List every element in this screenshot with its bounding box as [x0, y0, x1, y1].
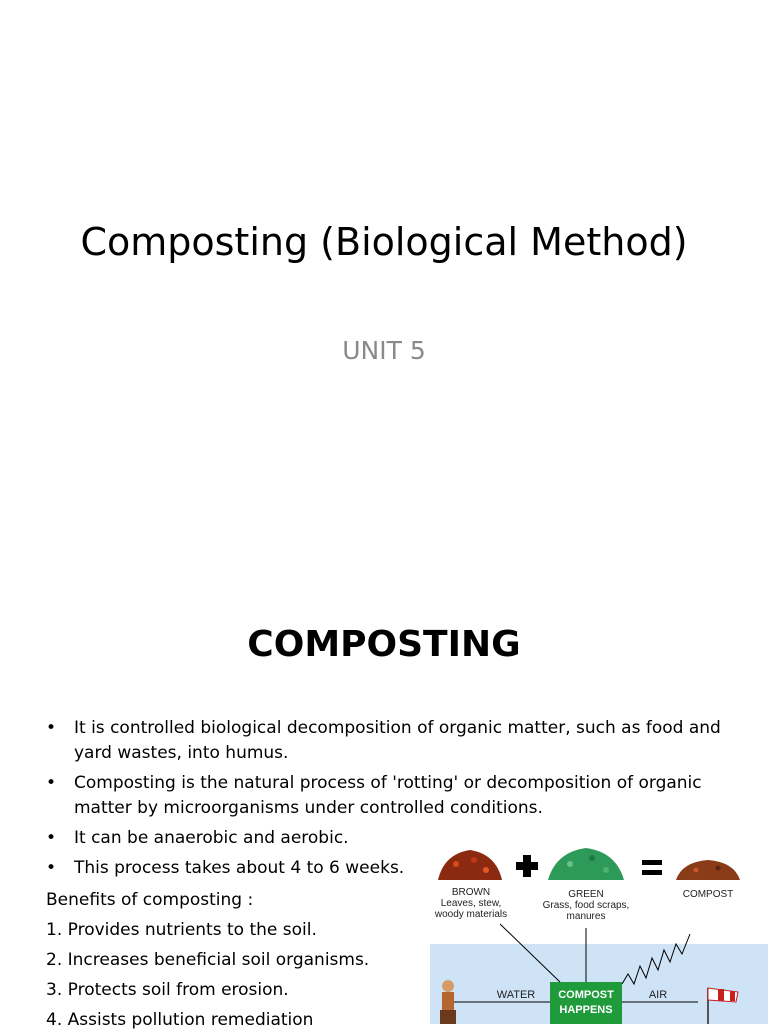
benefit-item: 3. Protects soil from erosion.	[46, 980, 289, 1000]
benefit-item: 4. Assists pollution remediation	[46, 1010, 314, 1030]
content-heading: COMPOSTING	[247, 624, 521, 665]
bullet-item: • Composting is the natural process of 'rotting' or decomposition of organic matter by microorganisms under controlled conditions.	[46, 771, 726, 821]
compost-box-line2: HAPPENS	[559, 1004, 613, 1016]
bullet-item: • This process takes about 4 to 6 weeks.	[46, 856, 726, 881]
compost-pile-icon	[676, 860, 740, 880]
benefit-item: 1. Provides nutrients to the soil.	[46, 920, 317, 940]
brown-title: BROWN	[451, 887, 491, 898]
brown-pile-icon	[438, 850, 502, 880]
compost-box-line1: COMPOST	[558, 989, 614, 1001]
green-line2: manures	[566, 911, 606, 922]
water-label: WATER	[496, 989, 536, 1001]
bullet-item: • It is controlled biological decomposition of organic matter, such as food and yard wastes, into humus.	[46, 716, 726, 766]
benefit-item: 2. Increases beneficial soil organisms.	[46, 950, 370, 970]
air-label: AIR	[648, 989, 668, 1001]
content-slide	[0, 576, 768, 1030]
benefits-heading: Benefits of composting :	[46, 890, 254, 910]
compost-diagram	[430, 838, 768, 1024]
brown-line2: woody materials	[434, 909, 508, 920]
bullet-item: • It can be anaerobic and aerobic.	[46, 826, 726, 851]
equals-icon	[642, 860, 662, 875]
slide-title: Composting (Biological Method)	[80, 220, 688, 264]
farmer-icon	[440, 980, 456, 1024]
brown-line1: Leaves, stew,	[440, 898, 502, 909]
slide-subtitle: UNIT 5	[342, 336, 426, 365]
compost-label: COMPOST	[682, 889, 734, 900]
plus-icon	[516, 855, 538, 877]
green-pile-icon	[548, 848, 624, 880]
green-title: GREEN	[568, 889, 604, 900]
green-line1: Grass, food scraps,	[542, 900, 630, 911]
